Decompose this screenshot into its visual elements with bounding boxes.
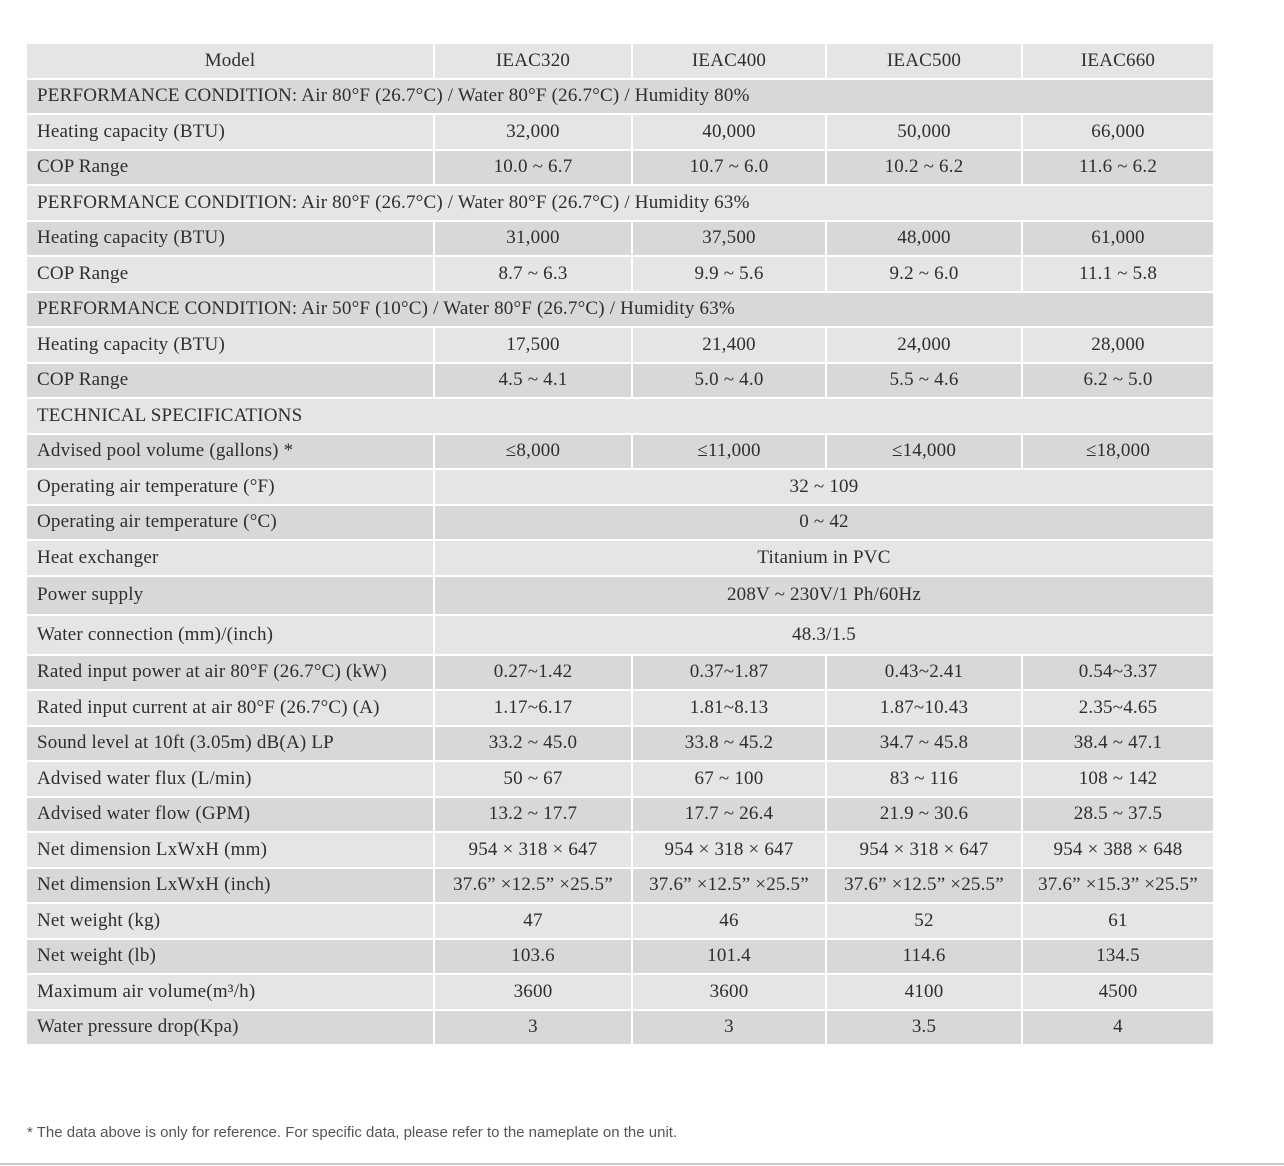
value-cell: 954 × 318 × 647 <box>434 832 632 868</box>
value-cell: 4500 <box>1022 974 1214 1010</box>
value-cell: ≤11,000 <box>632 434 826 470</box>
bottom-divider <box>0 1163 1284 1165</box>
value-cell: 134.5 <box>1022 939 1214 975</box>
value-cell: 3600 <box>434 974 632 1010</box>
value-cell: 1.81~8.13 <box>632 690 826 726</box>
value-cell: 3 <box>632 1010 826 1046</box>
table-row <box>26 363 1214 399</box>
value-cell: 3600 <box>632 974 826 1010</box>
value-cell: 954 × 388 × 648 <box>1022 832 1214 868</box>
table-row <box>26 761 1214 797</box>
table-row <box>26 655 1214 691</box>
model-header: Model <box>26 43 434 79</box>
value-cell: 3 <box>434 1010 632 1046</box>
value-cell: ≤14,000 <box>826 434 1022 470</box>
value-cell: 13.2 ~ 17.7 <box>434 797 632 833</box>
value-cell: 9.2 ~ 6.0 <box>826 256 1022 292</box>
table-row <box>26 434 1214 470</box>
value-cell: 2.35~4.65 <box>1022 690 1214 726</box>
value-cell: 40,000 <box>632 114 826 150</box>
value-cell: 50 ~ 67 <box>434 761 632 797</box>
value-cell: 38.4 ~ 47.1 <box>1022 726 1214 762</box>
value-cell: 11.6 ~ 6.2 <box>1022 150 1214 186</box>
value-cell: 114.6 <box>826 939 1022 975</box>
value-cell: 0.43~2.41 <box>826 655 1022 691</box>
value-cell: 46 <box>632 903 826 939</box>
row-label: Net dimension LxWxH (inch) <box>26 868 434 904</box>
table-row <box>26 1010 1214 1046</box>
value-cell: 11.1 ~ 5.8 <box>1022 256 1214 292</box>
value-cell: 10.7 ~ 6.0 <box>632 150 826 186</box>
table-row <box>26 327 1214 363</box>
value-cell: 103.6 <box>434 939 632 975</box>
value-cell: 17,500 <box>434 327 632 363</box>
section-title: PERFORMANCE CONDITION: Air 50°F (10°C) / Water 80°F (26.7°C) / Humidity 63% <box>26 292 1214 328</box>
table-row <box>26 505 1214 541</box>
value-cell: 37.6” ×12.5” ×25.5” <box>826 868 1022 904</box>
row-label: Net weight (lb) <box>26 939 434 975</box>
footnote: * The data above is only for reference. For specific data, please refer to the nameplate on the unit. <box>27 1124 678 1141</box>
table-row <box>26 939 1214 975</box>
value-cell: 9.9 ~ 5.6 <box>632 256 826 292</box>
value-cell: 47 <box>434 903 632 939</box>
value-cell: 17.7 ~ 26.4 <box>632 797 826 833</box>
value-cell: 32,000 <box>434 114 632 150</box>
table-row <box>26 469 1214 505</box>
table-row <box>26 974 1214 1010</box>
value-cell: 8.7 ~ 6.3 <box>434 256 632 292</box>
row-label: Advised water flux (L/min) <box>26 761 434 797</box>
value-cell: 33.8 ~ 45.2 <box>632 726 826 762</box>
merged-value-cell: 48.3/1.5 <box>434 615 1214 655</box>
table-row <box>26 690 1214 726</box>
value-cell: 5.0 ~ 4.0 <box>632 363 826 399</box>
row-label: Operating air temperature (°C) <box>26 505 434 541</box>
table-row <box>26 615 1214 655</box>
row-label: Heating capacity (BTU) <box>26 114 434 150</box>
table-row <box>26 221 1214 257</box>
section-row <box>26 79 1214 115</box>
value-cell: 101.4 <box>632 939 826 975</box>
value-cell: 21.9 ~ 30.6 <box>826 797 1022 833</box>
merged-value-cell: Titanium in PVC <box>434 540 1214 576</box>
value-cell: 37.6” ×12.5” ×25.5” <box>632 868 826 904</box>
value-cell: 61 <box>1022 903 1214 939</box>
value-cell: ≤8,000 <box>434 434 632 470</box>
row-label: Heating capacity (BTU) <box>26 327 434 363</box>
section-title: PERFORMANCE CONDITION: Air 80°F (26.7°C) / Water 80°F (26.7°C) / Humidity 63% <box>26 185 1214 221</box>
table-row <box>26 868 1214 904</box>
value-cell: 0.54~3.37 <box>1022 655 1214 691</box>
value-cell: 28,000 <box>1022 327 1214 363</box>
value-cell: 954 × 318 × 647 <box>826 832 1022 868</box>
value-cell: 24,000 <box>826 327 1022 363</box>
value-cell: 6.2 ~ 5.0 <box>1022 363 1214 399</box>
merged-value-cell: 32 ~ 109 <box>434 469 1214 505</box>
value-cell: 954 × 318 × 647 <box>632 832 826 868</box>
row-label: Power supply <box>26 576 434 616</box>
row-label: Rated input power at air 80°F (26.7°C) (kW) <box>26 655 434 691</box>
value-cell: 66,000 <box>1022 114 1214 150</box>
row-label: COP Range <box>26 150 434 186</box>
row-label: Rated input current at air 80°F (26.7°C) (A) <box>26 690 434 726</box>
table-row <box>26 576 1214 616</box>
model-header-cell: IEAC660 <box>1022 43 1214 79</box>
value-cell: 4100 <box>826 974 1022 1010</box>
table-row <box>26 832 1214 868</box>
section-row <box>26 185 1214 221</box>
value-cell: 34.7 ~ 45.8 <box>826 726 1022 762</box>
spec-table <box>25 42 1215 1046</box>
value-cell: 37.6” ×15.3” ×25.5” <box>1022 868 1214 904</box>
value-cell: 1.87~10.43 <box>826 690 1022 726</box>
value-cell: 0.27~1.42 <box>434 655 632 691</box>
row-label: Sound level at 10ft (3.05m) dB(A) LP <box>26 726 434 762</box>
value-cell: 31,000 <box>434 221 632 257</box>
value-cell: ≤18,000 <box>1022 434 1214 470</box>
value-cell: 3.5 <box>826 1010 1022 1046</box>
row-label: Maximum air volume(m³/h) <box>26 974 434 1010</box>
row-label: Water connection (mm)/(inch) <box>26 615 434 655</box>
value-cell: 52 <box>826 903 1022 939</box>
model-header-cell: IEAC320 <box>434 43 632 79</box>
value-cell: 48,000 <box>826 221 1022 257</box>
row-label: COP Range <box>26 363 434 399</box>
value-cell: 37,500 <box>632 221 826 257</box>
model-header-cell: IEAC500 <box>826 43 1022 79</box>
table-row <box>26 150 1214 186</box>
merged-value-cell: 208V ~ 230V/1 Ph/60Hz <box>434 576 1214 616</box>
table-row <box>26 726 1214 762</box>
value-cell: 5.5 ~ 4.6 <box>826 363 1022 399</box>
table-row <box>26 114 1214 150</box>
row-label: COP Range <box>26 256 434 292</box>
value-cell: 10.0 ~ 6.7 <box>434 150 632 186</box>
model-header-cell: IEAC400 <box>632 43 826 79</box>
merged-value-cell: 0 ~ 42 <box>434 505 1214 541</box>
value-cell: 1.17~6.17 <box>434 690 632 726</box>
table-row <box>26 903 1214 939</box>
value-cell: 10.2 ~ 6.2 <box>826 150 1022 186</box>
value-cell: 28.5 ~ 37.5 <box>1022 797 1214 833</box>
value-cell: 4 <box>1022 1010 1214 1046</box>
row-label: Operating air temperature (°F) <box>26 469 434 505</box>
row-label: Heat exchanger <box>26 540 434 576</box>
value-cell: 37.6” ×12.5” ×25.5” <box>434 868 632 904</box>
row-label: Advised water flow (GPM) <box>26 797 434 833</box>
row-label: Heating capacity (BTU) <box>26 221 434 257</box>
value-cell: 33.2 ~ 45.0 <box>434 726 632 762</box>
row-label: Net weight (kg) <box>26 903 434 939</box>
header-row <box>26 43 1214 79</box>
row-label: Net dimension LxWxH (mm) <box>26 832 434 868</box>
value-cell: 61,000 <box>1022 221 1214 257</box>
value-cell: 108 ~ 142 <box>1022 761 1214 797</box>
value-cell: 50,000 <box>826 114 1022 150</box>
row-label: Water pressure drop(Kpa) <box>26 1010 434 1046</box>
section-row <box>26 398 1214 434</box>
value-cell: 0.37~1.87 <box>632 655 826 691</box>
value-cell: 67 ~ 100 <box>632 761 826 797</box>
section-title: PERFORMANCE CONDITION: Air 80°F (26.7°C) / Water 80°F (26.7°C) / Humidity 80% <box>26 79 1214 115</box>
table-row <box>26 797 1214 833</box>
section-row <box>26 292 1214 328</box>
table-row <box>26 256 1214 292</box>
row-label: Advised pool volume (gallons) * <box>26 434 434 470</box>
value-cell: 83 ~ 116 <box>826 761 1022 797</box>
value-cell: 4.5 ~ 4.1 <box>434 363 632 399</box>
value-cell: 21,400 <box>632 327 826 363</box>
spec-body <box>26 79 1214 1046</box>
table-row <box>26 540 1214 576</box>
section-title: TECHNICAL SPECIFICATIONS <box>26 398 1214 434</box>
